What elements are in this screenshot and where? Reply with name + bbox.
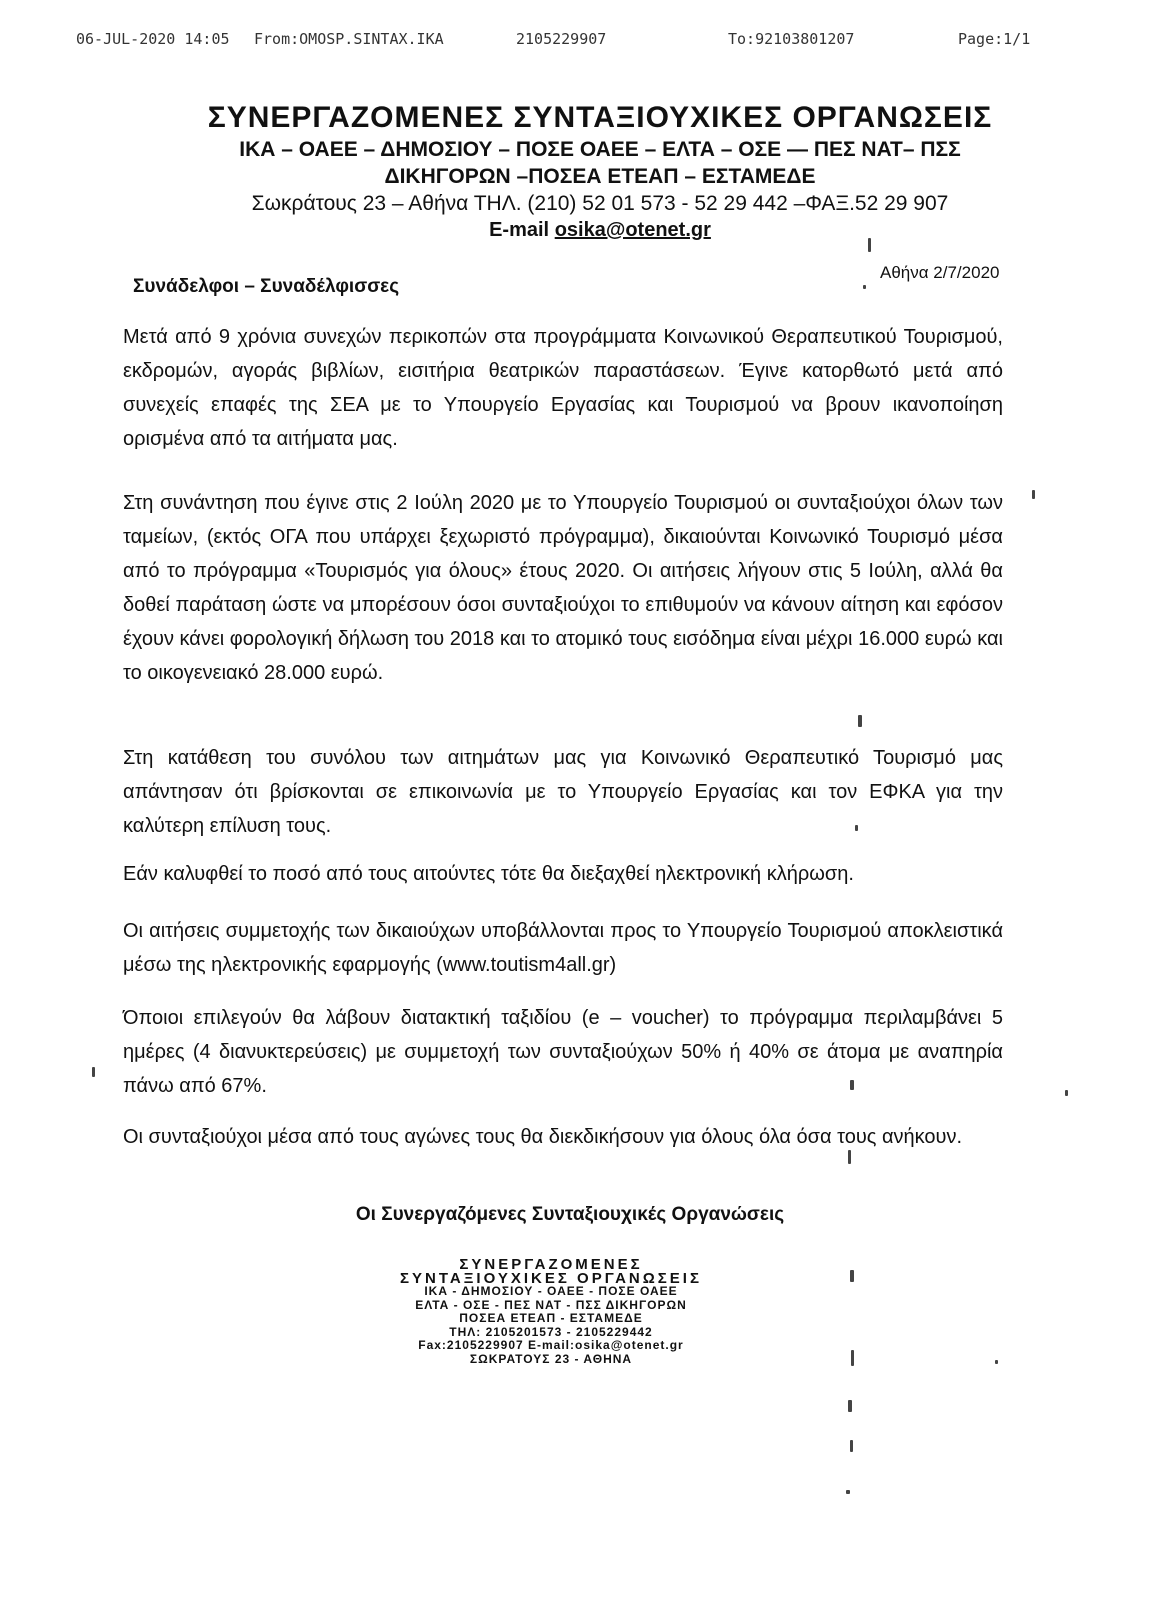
closing-signature: Οι Συνεργαζόμενες Συνταξιουχικές Οργανώσεις: [355, 1204, 785, 1225]
scan-speck: [850, 1270, 854, 1282]
fax-phone: 2105229907: [516, 30, 607, 48]
paragraph-7: Οι συνταξιούχοι μέσα από τους αγώνες τους θα διεκδικήσουν για όλους όλα όσα τους ανήκουν.: [123, 1126, 963, 1148]
paragraph-1: Μετά από 9 χρόνια συνεχών περικοπών στα προγράμματα Κοινωνικού Θεραπευτικού Τουρισμού, εκδρομών, αγοράς βιβλίων, εισιτήρια θεατρικών παραστάσεων. Έγινε κατορθωτό μετά από συνεχείς επαφές της ΣΕΑ με το Υπουργείο Εργασίας και Τουρισμού να βρουν ικανοποίηση ορισμένα από τα αιτήματα μας.: [123, 326, 1003, 450]
fax-from: From:OMOSP.SINTAX.IKA: [254, 30, 444, 48]
paragraph-3: Στη κατάθεση του συνόλου των αιτημάτων μας για Κοινωνικό Θεραπευτικό Τουρισμό μας απάντησαν ότι βρίσκονται σε επικοινωνία με το Υπουργείο Εργασίας και τον ΕΦΚΑ για την καλύτερη επίλυση τους.: [123, 747, 1003, 837]
letterhead-title: ΣΥΝΕΡΓΑΖΟΜΕΝΕΣ ΣΥΝΤΑΞΙΟΥΧΙΚΕΣ ΟΡΓΑΝΩΣΕΙΣ: [207, 101, 993, 134]
stamp-line: ΕΛΤΑ - ΟΣΕ - ΠΕΣ ΝΑΤ - ΠΣΣ ΔΙΚΗΓΟΡΩΝ: [415, 1297, 687, 1312]
scan-speck: [848, 1400, 852, 1412]
paragraph-4: Εάν καλυφθεί το ποσό από τους αιτούντες τότε θα διεξαχθεί ηλεκτρονική κλήρωση.: [123, 863, 854, 885]
stamp-line: ΣΩΚΡΑΤΟΥΣ 23 - ΑΘΗΝΑ: [469, 1351, 633, 1366]
paragraph-2: Στη συνάντηση που έγινε στις 2 Ιούλη 2020 με το Υπουργείο Τουρισμού οι συνταξιούχοι όλων των ταμείων, (εκτός ΟΓΑ που υπάρχει ξεχωριστό πρόγραμμα), δικαιούνται Κοινωνικό Τουρισμό μέσα από το πρόγραμμα «Τουρισμός για όλους» έτους 2020. Οι αιτήσεις λήγουν στις 5 Ιούλη, αλλά θα δοθεί παράταση ώστε να μπορέσουν όσοι συνταξιούχοι το επιθυμούν να κάνουν αίτηση και εφόσον έχουν κάνει φορολογική δήλωση του 2018 και το ατομικό τους εισόδημα είναι μέχρι 16.000 ευρώ και το οικογενειακό 28.000 ευρώ.: [123, 492, 1003, 684]
scan-speck: [850, 1440, 853, 1452]
fax-header: [76, 30, 1066, 54]
scan-speck: [995, 1360, 998, 1364]
letterhead-members-line1: ΙΚΑ – ΟΑΕΕ – ΔΗΜΟΣΙΟΥ – ΠΟΣΕ ΟΑΕΕ – ΕΛΤΑ – ΟΣΕ — ΠΕΣ ΝΑΤ– ΠΣΣ: [239, 138, 961, 161]
email-label: E-mail: [489, 219, 550, 241]
letterhead-members-line2: ΔΙΚΗΓΟΡΩΝ –ΠΟΣΕΑ ΕΤΕΑΠ – ΕΣΤΑΜΕΔΕ: [384, 165, 816, 188]
scan-speck: [1032, 490, 1035, 499]
organization-stamp: [318, 1258, 784, 1366]
fax-to: To:92103801207: [728, 30, 855, 48]
scan-speck: [855, 825, 858, 831]
scan-speck: [92, 1067, 95, 1077]
email-address: osika@otenet.gr: [554, 219, 711, 241]
stamp-line: ΙΚΑ - ΔΗΜΟΣΙΟΥ - ΟΑΕΕ - ΠΟΣΕ ΟΑΕΕ: [424, 1284, 678, 1298]
stamp-line: ΣΥΝΤΑΞΙΟΥΧΙΚΕΣ ΟΡΓΑΝΩΣΕΙΣ: [400, 1269, 702, 1287]
fax-datetime: 06-JUL-2020 14:05: [76, 30, 230, 48]
scan-speck: [851, 1350, 854, 1366]
stamp-line: Fax:2105229907 E-mail:osika@otenet.gr: [418, 1338, 684, 1352]
letterhead-address: Σωκράτους 23 – Αθήνα ΤΗΛ. (210) 52 01 573 - 52 29 442 –ΦΑΞ.52 29 907: [251, 192, 949, 215]
scan-speck: [848, 1150, 851, 1164]
scan-speck: [1065, 1090, 1068, 1096]
scan-speck: [868, 238, 871, 252]
letterhead-email-line: [120, 217, 1080, 244]
scan-speck: [846, 1490, 850, 1494]
paragraph-6: Όποιοι επιλεγούν θα λάβουν διατακτική ταξιδίου (e – voucher) το πρόγραμμα περιλαμβάνει 5 ημέρες (4 διανυκτερεύσεις) με συμμετοχή των συνταξιούχων 50% ή 40% σε άτομα με αναπηρία πάνω από 67%.: [123, 1007, 1003, 1097]
letter-date: Αθήνα 2/7/2020: [880, 263, 1000, 282]
paragraph-5: Οι αιτήσεις συμμετοχής των δικαιούχων υποβάλλονται προς το Υπουργείο Τουρισμού αποκλειστικά μέσω της ηλεκτρονικής εφαρμογής (www.toutism4all.gr): [123, 920, 1003, 976]
stamp-line: ΤΗΛ: 2105201573 - 2105229442: [449, 1324, 653, 1339]
scan-speck: [850, 1080, 854, 1090]
stamp-line: ΠΟΣΕΑ ΕΤΕΑΠ - ΕΣΤΑΜΕΔΕ: [459, 1311, 643, 1325]
greeting: Συνάδελφοι – Συναδέλφισσες: [133, 276, 400, 297]
letterhead: [120, 100, 1080, 244]
scan-speck: [858, 715, 862, 727]
stamp-line: ΣΥΝΕΡΓΑΖΟΜΕΝΕΣ: [459, 1256, 643, 1273]
scan-speck: [863, 285, 866, 289]
fax-page: Page:1/1: [958, 30, 1031, 48]
